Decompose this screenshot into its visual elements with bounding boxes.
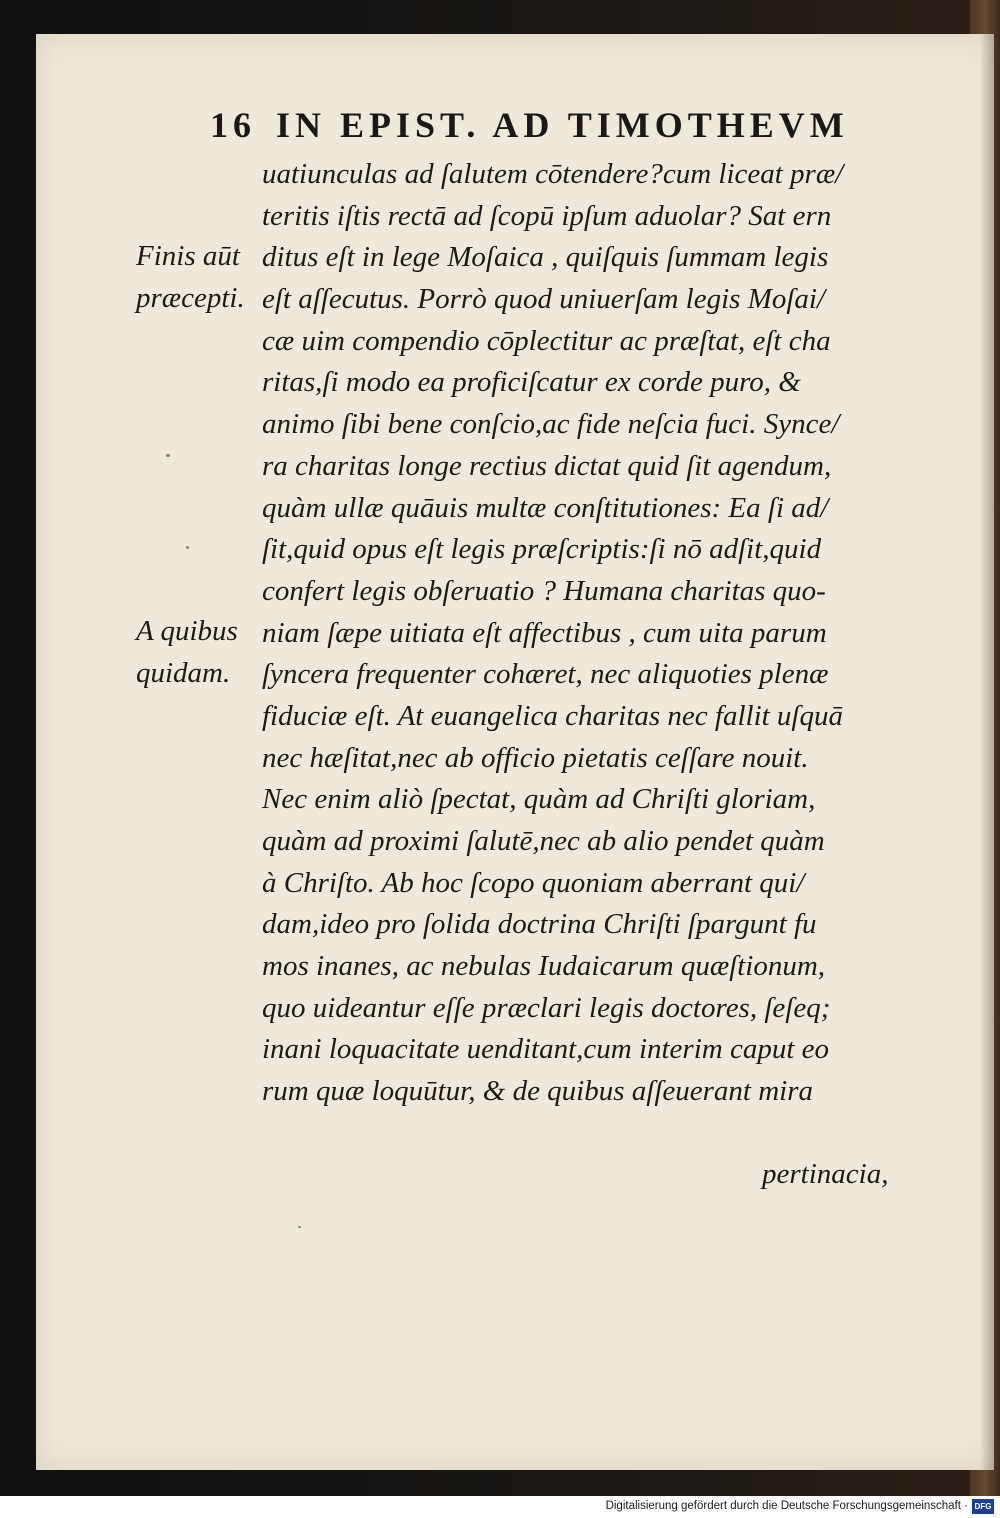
text-line: uatiunculas ad ſalutem cōtendere?cum liceat præ/ [262,158,844,190]
page-speck [186,546,189,549]
text-line: cæ uim compendio cōplectitur ac præſtat, eſt cha [262,324,831,357]
text-line: ditus eſt in lege Moſaica , quiſquis ſummam legis [262,241,829,274]
marginal-note-line: A quibus [136,615,238,647]
marginal-note-line: quidam. [136,656,231,689]
page-edge-shadow [980,34,994,1470]
dfg-logo: DFG [972,1499,994,1514]
marginal-note-line: Finis aūt [136,240,240,272]
marginal-note-line: præcepti. [136,281,245,314]
running-head [210,104,940,146]
main-text-block [262,154,912,1113]
text-line: niam ſæpe uitiata eſt affectibus , cum uita parum [262,616,827,649]
running-title: IN EPIST. AD TIMOTHEVM [276,105,849,145]
text-line: quo uideantur eſſe præclari legis doctores, ſeſeq; [262,991,831,1024]
text-line: ſyncera frequenter cohæret, nec aliquoties plenæ [262,658,829,691]
text-line: ritas,ſi modo ea proficiſcatur ex corde puro, & [262,366,801,399]
text-line: fiduciæ eſt. At euangelica charitas nec fallit uſquā [262,699,843,732]
text-line: confert legis obſeruatio ? Humana charitas quo- [262,574,826,607]
funding-credit: Digitalisierung gefördert durch die Deutsche Forschungsgemeinschaft · [605,1500,968,1512]
page-speck [166,454,170,457]
text-line: mos inanes, ac nebulas Iudaicarum quæſtionum, [262,950,826,983]
text-line: eſt aſſecutus. Porrò quod uniuerſam legis Moſai/ [262,283,826,316]
text-line: rum quæ loquūtur, & de quibus aſſeuerant mira [262,1075,814,1108]
text-line: Nec enim aliò ſpectat, quàm ad Chriſti gloriam, [262,783,816,816]
text-line: quàm ad proximi ſalutē,nec ab alio pendet quàm [262,825,825,857]
text-line: dam,ideo pro ſolida doctrina Chriſti ſpargunt fu [262,908,817,941]
text-line: ſit,quid opus eſt legis præſcriptis:ſi nō adſit,quid [262,533,822,566]
text-line: animo ſibi bene conſcio,ac fide neſcia fuci. Synce/ [262,408,840,441]
text-line: nec hæſitat,nec ab officio pietatis ceſſare nouit. [262,741,809,774]
page-number: 16 [210,105,256,145]
text-line: inani loquacitate uenditant,cum interim caput eo [262,1033,830,1066]
text-line: teritis iſtis rectā ad ſcopū ipſum aduolar? Sat ern [262,199,832,232]
marginal-note [136,236,245,319]
text-line: à Chriſto. Ab hoc ſcopo quoniam aberrant qui/ [262,866,805,899]
page-speck [298,1226,301,1228]
marginal-note [136,611,238,694]
text-line: quàm ullæ quāuis multæ conſtitutiones: Ea ſi ad/ [262,491,829,524]
catchword: pertinacia, [762,1158,889,1190]
text-line: ra charitas longe rectius dictat quid ſit agendum, [262,449,832,482]
